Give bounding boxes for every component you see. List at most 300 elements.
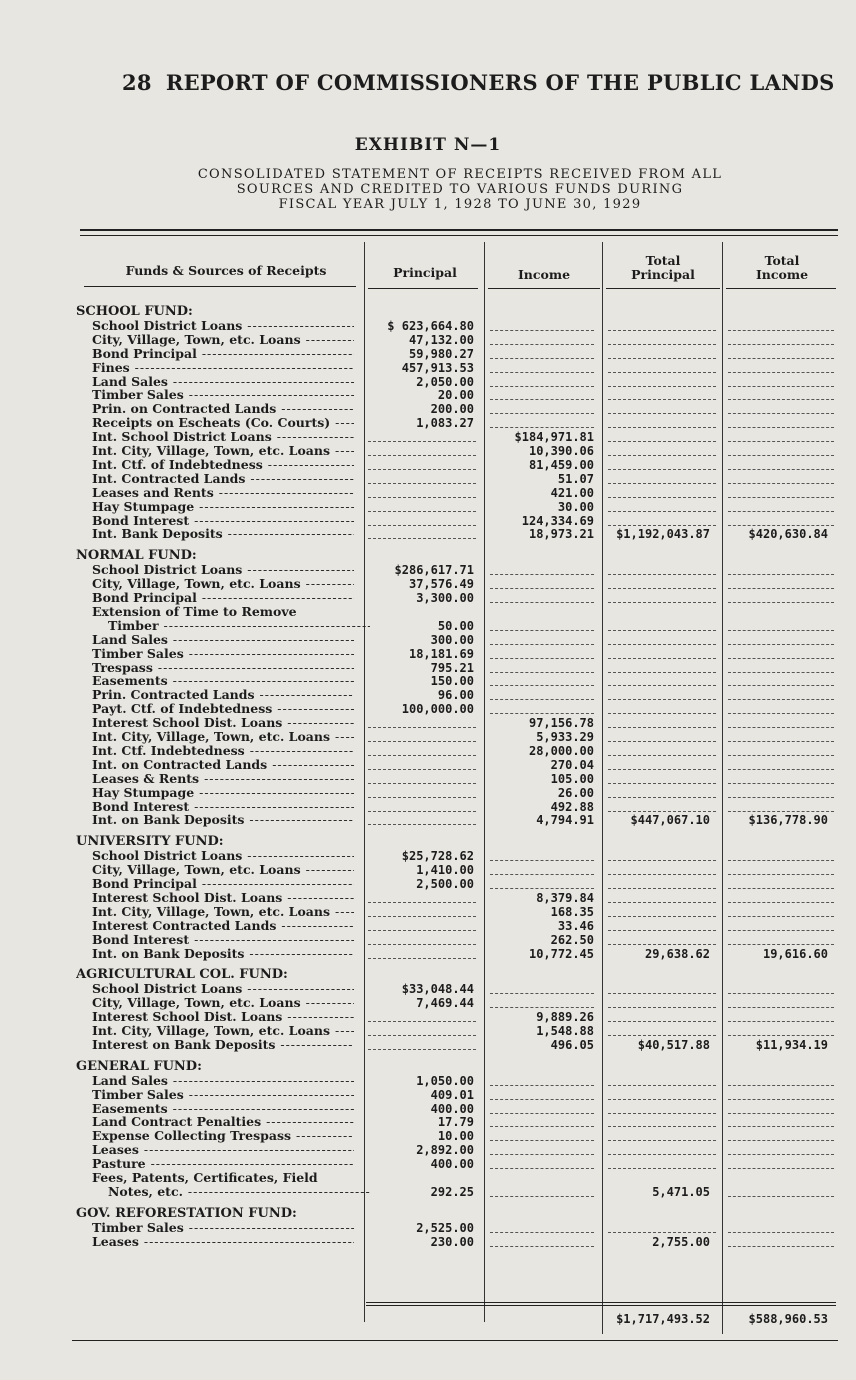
receipt-source: School District Loans ----- — [92, 319, 354, 333]
subtitle-line: FISCAL YEAR JULY 1, 1928 TO JUNE 30, 1929 — [278, 197, 642, 212]
table-row — [0, 514, 856, 528]
leader-dash — [490, 1154, 594, 1155]
column-header-principal: Principal — [393, 265, 457, 280]
total-income-value: 19,616.60 — [762, 946, 828, 961]
receipt-source: City, Village, Town, etc. Loans ----- — [92, 333, 354, 347]
table-row — [0, 319, 856, 333]
leader-dash — [368, 1035, 476, 1036]
receipt-source: Bond Interest ----- — [92, 933, 354, 947]
leader-dash — [368, 1049, 476, 1050]
receipt-source: School District Loans ----- — [92, 849, 354, 863]
leader-dash — [728, 672, 834, 673]
receipt-source: Prin. Contracted Lands ----- — [92, 688, 354, 702]
leader-dash — [608, 1140, 716, 1141]
leader-dash — [728, 1140, 834, 1141]
section-heading-row — [0, 835, 856, 849]
principal-value: 50.00 — [437, 618, 474, 633]
principal-value: 20.00 — [437, 388, 474, 403]
header-line: Total — [645, 253, 681, 268]
receipt-source: Bond Interest ----- — [92, 800, 354, 814]
receipt-source: Int. on Contracted Lands ----- — [92, 758, 354, 772]
leader-dash — [368, 769, 476, 770]
leader-dash — [368, 511, 476, 512]
table-row — [0, 472, 856, 486]
income-value: 28,000.00 — [528, 743, 594, 758]
leader-dash — [608, 874, 716, 875]
leader-dash — [368, 930, 476, 931]
income-value: 97,156.78 — [528, 716, 594, 731]
receipt-source: Payt. Ctf. of Indebtedness ----- — [92, 702, 354, 716]
principal-value: 7,469.44 — [416, 996, 474, 1011]
table-row — [0, 619, 856, 633]
leader-dash — [490, 644, 594, 645]
leader-dash — [608, 1007, 716, 1008]
principal-value: 795.21 — [430, 660, 474, 675]
leader-dash — [608, 386, 716, 387]
receipt-source: Prin. on Contracted Lands ----- — [92, 402, 354, 416]
leader-dash — [608, 860, 716, 861]
grand-total-row — [0, 1312, 856, 1326]
principal-value: 59,980.27 — [408, 346, 474, 361]
leader-dash — [608, 483, 716, 484]
receipt-source: Int. City, Village, Town, etc. Loans ----- — [92, 905, 354, 919]
leader-dash — [728, 993, 834, 994]
leader-dash — [728, 713, 834, 714]
table-row — [0, 905, 856, 919]
leader-dash — [728, 685, 834, 686]
leader-dash — [490, 888, 594, 889]
table-row — [0, 1185, 856, 1199]
principal-value: 300.00 — [430, 632, 474, 647]
leader-dash — [368, 525, 476, 526]
leader-dash — [608, 497, 716, 498]
table-row — [0, 716, 856, 730]
table-row — [0, 877, 856, 891]
receipt-source: City, Village, Town, etc. Loans ----- — [92, 863, 354, 877]
leader-dash — [368, 916, 476, 917]
leader-dash — [490, 672, 594, 673]
leader-dash — [368, 741, 476, 742]
principal-value: $33,048.44 — [401, 982, 474, 997]
leader-dash — [728, 1021, 834, 1022]
table-row — [0, 982, 856, 996]
principal-value: 96.00 — [437, 688, 474, 703]
table-row — [0, 402, 856, 416]
table-row — [0, 744, 856, 758]
leader-dash — [728, 330, 834, 331]
receipt-source: Int. Bank Deposits ----- — [92, 527, 354, 541]
income-value: 51.07 — [557, 471, 594, 486]
income-value: 262.50 — [550, 932, 594, 947]
receipt-source: Land Sales ----- — [92, 633, 354, 647]
table-row — [0, 702, 856, 716]
leader-dash — [368, 944, 476, 945]
table-row — [0, 863, 856, 877]
leader-dash — [608, 1085, 716, 1086]
receipt-source: Easements ----- — [92, 674, 354, 688]
receipt-source: Leases and Rents ----- — [92, 486, 354, 500]
leader-dash — [368, 455, 476, 456]
principal-value: 400.00 — [430, 1101, 474, 1116]
leader-dash — [490, 427, 594, 428]
leader-dash — [728, 588, 834, 589]
receipt-source: Int. Contracted Lands ----- — [92, 472, 354, 486]
table-row — [0, 933, 856, 947]
leader-dash — [368, 1021, 476, 1022]
grand-total-principal: $1,717,493.52 — [616, 1312, 710, 1326]
principal-value: 18,181.69 — [408, 646, 474, 661]
leader-dash — [368, 783, 476, 784]
leader-dash — [608, 525, 716, 526]
table-row — [0, 361, 856, 375]
fund-heading: AGRICULTURAL COL. FUND: — [76, 968, 288, 983]
receipt-source: Land Sales ----- — [92, 1074, 354, 1088]
leader-dash — [490, 1246, 594, 1247]
leader-dash — [728, 1196, 834, 1197]
leader-dash — [608, 469, 716, 470]
table-row — [0, 1074, 856, 1088]
income-value: 4,794.91 — [536, 813, 594, 828]
top-double-rule — [80, 235, 838, 236]
principal-value: 10.00 — [437, 1129, 474, 1144]
leader-dash — [368, 727, 476, 728]
leader-dash — [608, 1099, 716, 1100]
income-value: 5,933.29 — [536, 730, 594, 744]
income-value: 124,334.69 — [521, 513, 594, 528]
leader-dash — [728, 602, 834, 603]
leader-dash — [728, 811, 834, 812]
table-row — [0, 1143, 856, 1157]
leader-dash — [728, 769, 834, 770]
leader-dash — [728, 574, 834, 575]
total-income-value: $136,778.90 — [748, 813, 828, 828]
leader-dash — [490, 1196, 594, 1197]
receipt-source: Bond Principal ----- — [92, 877, 354, 891]
principal-value: 2,500.00 — [416, 877, 474, 891]
principal-value: 457,913.53 — [401, 360, 474, 375]
leader-dash — [608, 1035, 716, 1036]
leader-dash — [728, 386, 834, 387]
table-row — [0, 430, 856, 444]
table-row — [0, 500, 856, 514]
table-row — [0, 563, 856, 577]
section-heading-row — [0, 1060, 856, 1074]
receipt-source: Easements ----- — [92, 1102, 354, 1116]
leader-dash — [728, 427, 834, 428]
receipt-source: Interest on Bank Deposits ----- — [92, 1038, 354, 1052]
header-underline — [84, 286, 356, 287]
income-value: 18,973.21 — [528, 527, 594, 542]
receipt-source: Fines ----- — [92, 361, 354, 375]
table-row — [0, 1221, 856, 1235]
leader-dash — [608, 755, 716, 756]
header-line: Principal — [631, 267, 695, 282]
principal-value: $ 623,664.80 — [387, 318, 474, 333]
leader-dash — [608, 330, 716, 331]
table-row — [0, 527, 856, 541]
total-principal-value: 29,638.62 — [644, 946, 710, 961]
bottom-rule — [72, 1340, 838, 1341]
table-row — [0, 347, 856, 361]
receipt-source: Timber Sales ----- — [92, 388, 354, 402]
table-row — [0, 1024, 856, 1038]
header-underline — [606, 288, 720, 289]
leader-dash — [728, 1035, 834, 1036]
receipt-source: Bond Interest ----- — [92, 514, 354, 528]
leader-dash — [368, 958, 476, 959]
principal-value: 292.25 — [430, 1184, 474, 1199]
leader-dash — [490, 874, 594, 875]
table-row — [0, 786, 856, 800]
table-row — [0, 388, 856, 402]
leader-dash — [368, 902, 476, 903]
leader-dash — [728, 441, 834, 442]
income-value: 1,548.88 — [536, 1024, 594, 1038]
header-line: Total — [764, 253, 800, 268]
leader-dash — [490, 1168, 594, 1169]
leader-dash — [490, 386, 594, 387]
receipt-source: Timber Sales ----- — [92, 1221, 354, 1235]
header-line: Income — [755, 267, 809, 282]
section-heading-row — [0, 1207, 856, 1221]
leader-dash — [490, 860, 594, 861]
leader-dash — [728, 358, 834, 359]
leader-dash — [490, 630, 594, 631]
leader-dash — [608, 797, 716, 798]
fund-heading: NORMAL FUND: — [76, 549, 197, 564]
leader-dash — [608, 344, 716, 345]
leader-dash — [608, 699, 716, 700]
income-value: 10,772.45 — [528, 946, 594, 961]
leader-dash — [490, 1007, 594, 1008]
leader-dash — [608, 630, 716, 631]
table-row — [0, 996, 856, 1010]
receipt-source: Leases ----- — [92, 1235, 354, 1249]
grand-total-income: $588,960.53 — [748, 1312, 828, 1326]
leader-dash — [728, 1113, 834, 1114]
section-heading-row — [0, 549, 856, 563]
leader-dash — [368, 441, 476, 442]
receipt-source: Hay Stumpage ----- — [92, 500, 354, 514]
subtitle-line: SOURCES AND CREDITED TO VARIOUS FUNDS DURING — [236, 182, 684, 197]
principal-value: 1,083.27 — [416, 416, 474, 431]
table-row — [0, 1038, 856, 1052]
leader-dash — [608, 1232, 716, 1233]
leader-dash — [608, 930, 716, 931]
leader-dash — [490, 413, 594, 414]
leader-dash — [368, 797, 476, 798]
receipt-source: Leases ----- — [92, 1143, 354, 1157]
leader-dash — [728, 483, 834, 484]
leader-dash — [608, 902, 716, 903]
total-income-value: $11,934.19 — [755, 1037, 828, 1052]
table-row — [0, 647, 856, 661]
principal-value: 47,132.00 — [408, 332, 474, 347]
receipt-source: City, Village, Town, etc. Loans ----- — [92, 996, 354, 1010]
principal-value: 150.00 — [430, 674, 474, 689]
leader-dash — [728, 1099, 834, 1100]
leader-dash — [490, 1113, 594, 1114]
column-header-income: Income — [517, 267, 571, 282]
leader-dash — [608, 372, 716, 373]
table-row — [0, 577, 856, 591]
table-row — [0, 333, 856, 347]
principal-value: 100,000.00 — [401, 702, 474, 717]
table-row — [0, 800, 856, 814]
leader-dash — [368, 824, 476, 825]
receipt-source: Leases & Rents ----- — [92, 772, 354, 786]
table-row — [0, 661, 856, 675]
leader-dash — [728, 413, 834, 414]
income-value: 105.00 — [550, 771, 594, 786]
principal-value: $286,617.71 — [394, 563, 474, 578]
leader-dash — [608, 672, 716, 673]
fund-heading: GOV. REFORESTATION FUND: — [76, 1206, 297, 1221]
income-value: 492.88 — [550, 799, 594, 814]
leader-dash — [608, 944, 716, 945]
income-value: 10,390.06 — [528, 444, 594, 458]
leader-dash — [728, 497, 834, 498]
receipt-source: Interest School Dist. Loans ----- — [92, 1010, 354, 1024]
table-row — [0, 605, 856, 619]
table-row — [0, 1115, 856, 1129]
total-principal-value: $447,067.10 — [630, 813, 710, 828]
leader-dash — [608, 413, 716, 414]
income-value: 496.05 — [550, 1037, 594, 1052]
receipt-source: Extension of Time to Remove — [92, 604, 297, 619]
principal-value: 2,050.00 — [416, 374, 474, 389]
leader-dash — [608, 427, 716, 428]
table-row — [0, 591, 856, 605]
leader-dash — [608, 811, 716, 812]
receipt-source: School District Loans ----- — [92, 563, 354, 577]
column-header-total-income — [724, 254, 840, 282]
table-row — [0, 1129, 856, 1143]
section-heading-row — [0, 305, 856, 319]
table-row — [0, 947, 856, 961]
leader-dash — [728, 630, 834, 631]
income-value: 168.35 — [550, 904, 594, 919]
table-row — [0, 688, 856, 702]
receipt-source: Interest School Dist. Loans ----- — [92, 891, 354, 905]
leader-dash — [728, 944, 834, 945]
leader-dash — [728, 888, 834, 889]
leader-dash — [368, 469, 476, 470]
leader-dash — [728, 902, 834, 903]
leader-dash — [728, 1007, 834, 1008]
leader-dash — [728, 930, 834, 931]
table-row — [0, 730, 856, 744]
leader-dash — [608, 574, 716, 575]
top-double-rule — [80, 229, 838, 231]
fund-heading: SCHOOL FUND: — [76, 305, 193, 319]
leader-dash — [368, 483, 476, 484]
leader-dash — [728, 344, 834, 345]
leader-dash — [728, 755, 834, 756]
table-row — [0, 849, 856, 863]
table-row — [0, 375, 856, 389]
grand-total-rule — [366, 1302, 836, 1303]
income-value: 270.04 — [550, 757, 594, 772]
leader-dash — [608, 1168, 716, 1169]
leader-dash — [608, 783, 716, 784]
leader-dash — [728, 916, 834, 917]
leader-dash — [490, 344, 594, 345]
leader-dash — [728, 644, 834, 645]
table-row — [0, 486, 856, 500]
receipt-source: Interest Contracted Lands ----- — [92, 919, 354, 933]
leader-dash — [490, 1126, 594, 1127]
leader-dash — [608, 399, 716, 400]
statement-subtitle — [90, 167, 830, 212]
principal-value: 400.00 — [430, 1157, 474, 1172]
leader-dash — [608, 916, 716, 917]
income-value: 421.00 — [550, 485, 594, 500]
column-header-total-principal — [604, 254, 722, 282]
leader-dash — [728, 783, 834, 784]
leader-dash — [608, 993, 716, 994]
total-principal-value: $1,192,043.87 — [616, 527, 710, 542]
receipt-source: Int. on Bank Deposits ----- — [92, 813, 354, 827]
leader-dash — [490, 1232, 594, 1233]
leader-dash — [608, 1113, 716, 1114]
total-principal-value: 2,755.00 — [652, 1234, 710, 1249]
leader-dash — [490, 685, 594, 686]
table-row — [0, 1171, 856, 1185]
table-row — [0, 772, 856, 786]
principal-value: 230.00 — [430, 1234, 474, 1249]
leader-dash — [490, 574, 594, 575]
leader-dash — [608, 358, 716, 359]
receipt-source: Land Sales ----- — [92, 375, 354, 389]
leader-dash — [608, 441, 716, 442]
receipt-source: Int. School District Loans ----- — [92, 430, 354, 444]
table-row — [0, 1157, 856, 1171]
income-value: 9,889.26 — [536, 1010, 594, 1025]
leader-dash — [728, 525, 834, 526]
income-value: 33.46 — [557, 918, 594, 933]
leader-dash — [728, 699, 834, 700]
leader-dash — [490, 588, 594, 589]
receipt-source: School District Loans ----- — [92, 982, 354, 996]
principal-value: 2,892.00 — [416, 1143, 474, 1158]
income-value: 30.00 — [557, 499, 594, 514]
principal-value: 200.00 — [430, 402, 474, 417]
income-value: 81,459.00 — [528, 457, 594, 472]
leader-dash — [728, 874, 834, 875]
principal-value: 409.01 — [430, 1087, 474, 1102]
receipt-source: City, Village, Town, etc. Loans ----- — [92, 577, 354, 591]
total-principal-value: $40,517.88 — [637, 1037, 710, 1052]
column-header-source: Funds & Sources of Receipts — [125, 263, 327, 278]
leader-dash — [728, 1126, 834, 1127]
leader-dash — [608, 769, 716, 770]
receipt-source: Timber ----- — [108, 619, 370, 633]
leader-dash — [728, 1154, 834, 1155]
principal-value: $25,728.62 — [401, 849, 474, 864]
table-row — [0, 758, 856, 772]
receipt-source: Fees, Patents, Certificates, Field — [92, 1171, 318, 1185]
leader-dash — [490, 699, 594, 700]
table-row — [0, 813, 856, 827]
table-row — [0, 674, 856, 688]
table-row — [0, 458, 856, 472]
receipt-source: Bond Principal ----- — [92, 347, 354, 361]
principal-value: 1,410.00 — [416, 863, 474, 878]
header-underline — [488, 288, 600, 289]
table-row — [0, 1010, 856, 1024]
receipt-source: Timber Sales ----- — [92, 647, 354, 661]
